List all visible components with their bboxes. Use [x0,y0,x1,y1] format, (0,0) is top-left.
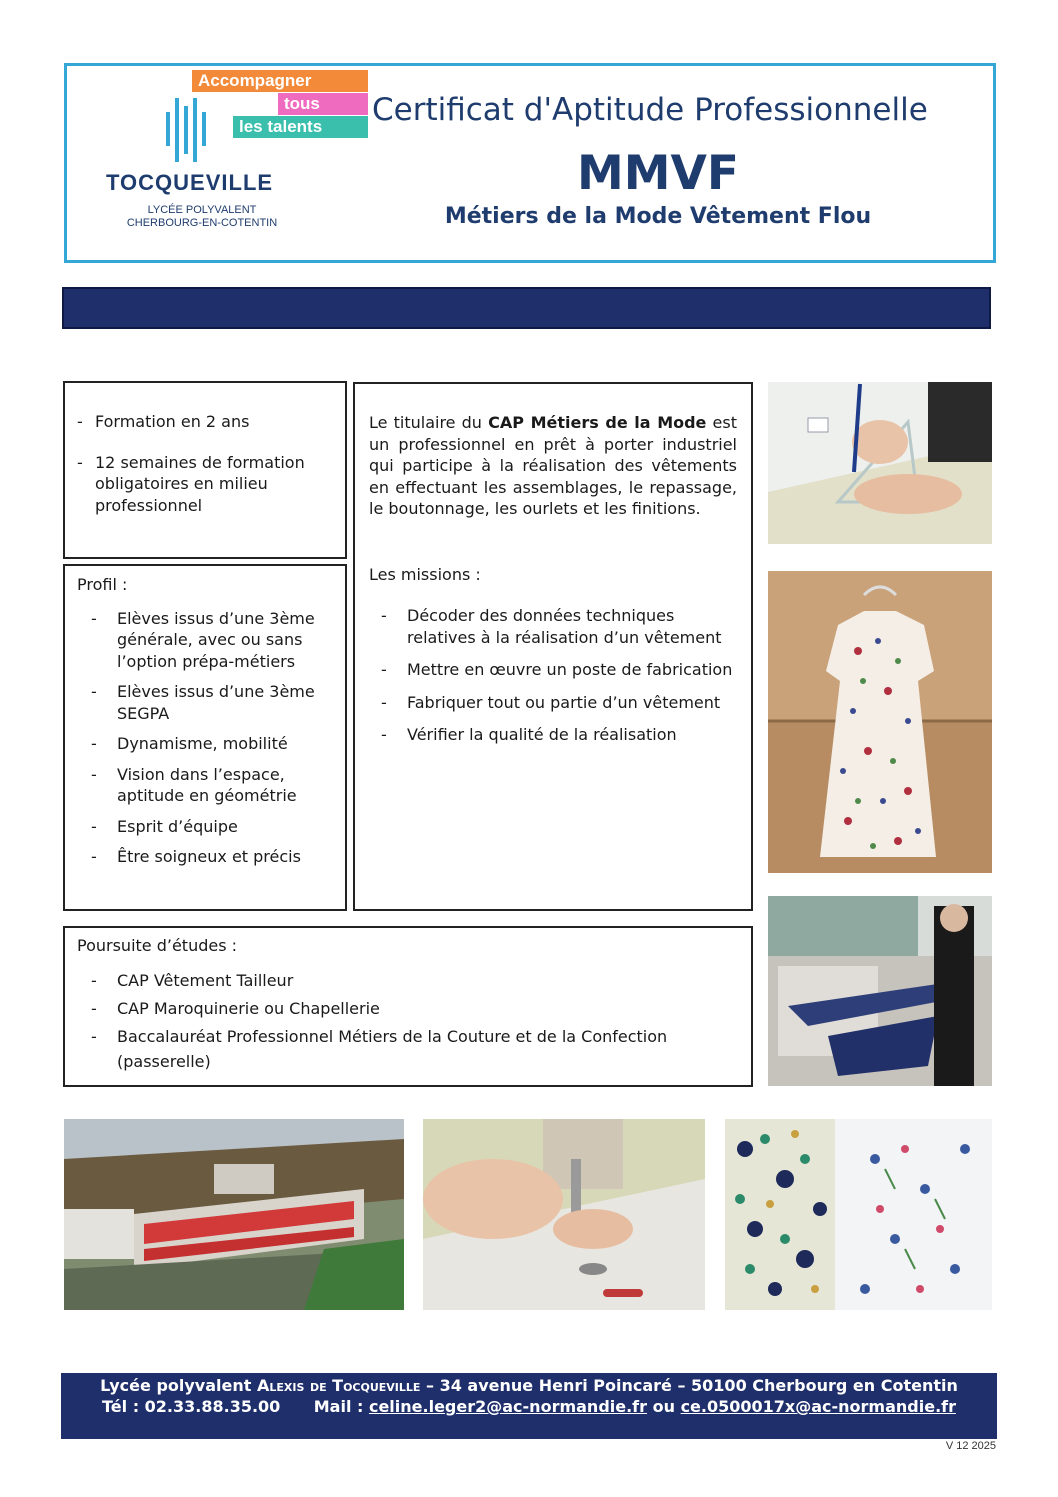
footer-contact [61,1373,997,1439]
description-rest: est un professionnel en prêt à porter industriel qui participe à la réalisation des vêtements en effectuant les assemblages, le repassage, le boutonnage, les ourlets et les finitions. [369,413,737,518]
formation-box [63,381,347,559]
list-item: - CAP Vêtement Tailleur [77,968,743,993]
poursuite-list [77,968,743,1074]
list-item: - 12 semaines de formation obligatoires en milieu professionnel [77,452,337,517]
list-item: - Vision dans l’espace, aptitude en géométrie [77,764,337,807]
logo-tag-talents: les talents [233,116,368,138]
list-item: - Elèves issus d’une 3ème SEGPA [77,681,337,724]
profil-list [77,608,337,868]
footer-contact-line [61,1396,997,1418]
footer-phone: Tél : 02.33.88.35.00 [102,1397,281,1416]
footer-school-name: Alexis de Tocqueville [256,1376,421,1395]
logo-school-name: TOCQUEVILLE [106,170,274,195]
description-box [353,382,753,911]
photo-school-campus [64,1119,404,1310]
list-item: - Dynamisme, mobilité [77,733,337,755]
description-text [369,412,737,520]
photo-floral-dress [768,571,992,873]
logo-tag-tous: tous [278,93,368,115]
list-item: - Mettre en œuvre un poste de fabrication [369,659,737,681]
footer-mail-label: Mail : [313,1397,369,1416]
list-item: - Être soigneux et précis [77,846,337,868]
email-link-school[interactable]: ce.0500017x@ac-normandie.fr [680,1397,956,1416]
poursuite-box [63,926,753,1087]
header-band [62,287,991,329]
certificate-subtitle: Métiers de la Mode Vêtement Flou [444,204,872,229]
footer-address [61,1375,997,1397]
certificate-title: Certificat d'Aptitude Professionnelle [372,92,928,128]
footer-or: ou [647,1397,681,1416]
list-item: - Décoder des données techniques relatives à la réalisation d’un vêtement [369,605,737,648]
logo-school-city: CHERBOURG-EN-COTENTIN [126,217,278,229]
description-diploma: CAP Métiers de la Mode [488,413,707,432]
footer-school-type: Lycée polyvalent [100,1376,257,1395]
list-item: - Baccalauréat Professionnel Métiers de la Couture et de la Confection (passerelle) [77,1024,743,1074]
photo-ironing-station [768,896,992,1086]
photo-pattern-drawing [768,382,992,544]
list-item: - Elèves issus d’une 3ème générale, avec ou sans l’option prépa-métiers [77,608,337,673]
email-link-celine[interactable]: celine.leger2@ac-normandie.fr [368,1397,648,1416]
school-logo [88,68,368,238]
missions-list [369,605,737,746]
list-item: - Esprit d’équipe [77,816,337,838]
logo-bars-icon [166,98,208,162]
list-item: - Formation en 2 ans [77,411,337,433]
formation-list [77,411,337,516]
profil-title: Profil : [77,575,128,594]
profil-box [63,564,347,911]
version-label: V 12 2025 [945,1440,996,1452]
photo-printed-fabrics [725,1119,992,1310]
list-item: - Vérifier la qualité de la réalisation [369,724,737,746]
logo-school-type: LYCÉE POLYVALENT [147,204,257,216]
poursuite-title: Poursuite d’études : [77,936,238,955]
footer-street: – 34 avenue Henri Poincaré – 50100 Cherbourg en Cotentin [420,1376,958,1395]
photo-sewing-machine [423,1119,705,1310]
certificate-code: MMVF [576,146,740,201]
logo-tag-accompagner: Accompagner [192,70,368,92]
list-item: - CAP Maroquinerie ou Chapellerie [77,996,743,1021]
list-item: - Fabriquer tout ou partie d’un vêtement [369,692,737,714]
description-intro: Le titulaire du [369,413,489,432]
missions-title: Les missions : [369,564,481,584]
